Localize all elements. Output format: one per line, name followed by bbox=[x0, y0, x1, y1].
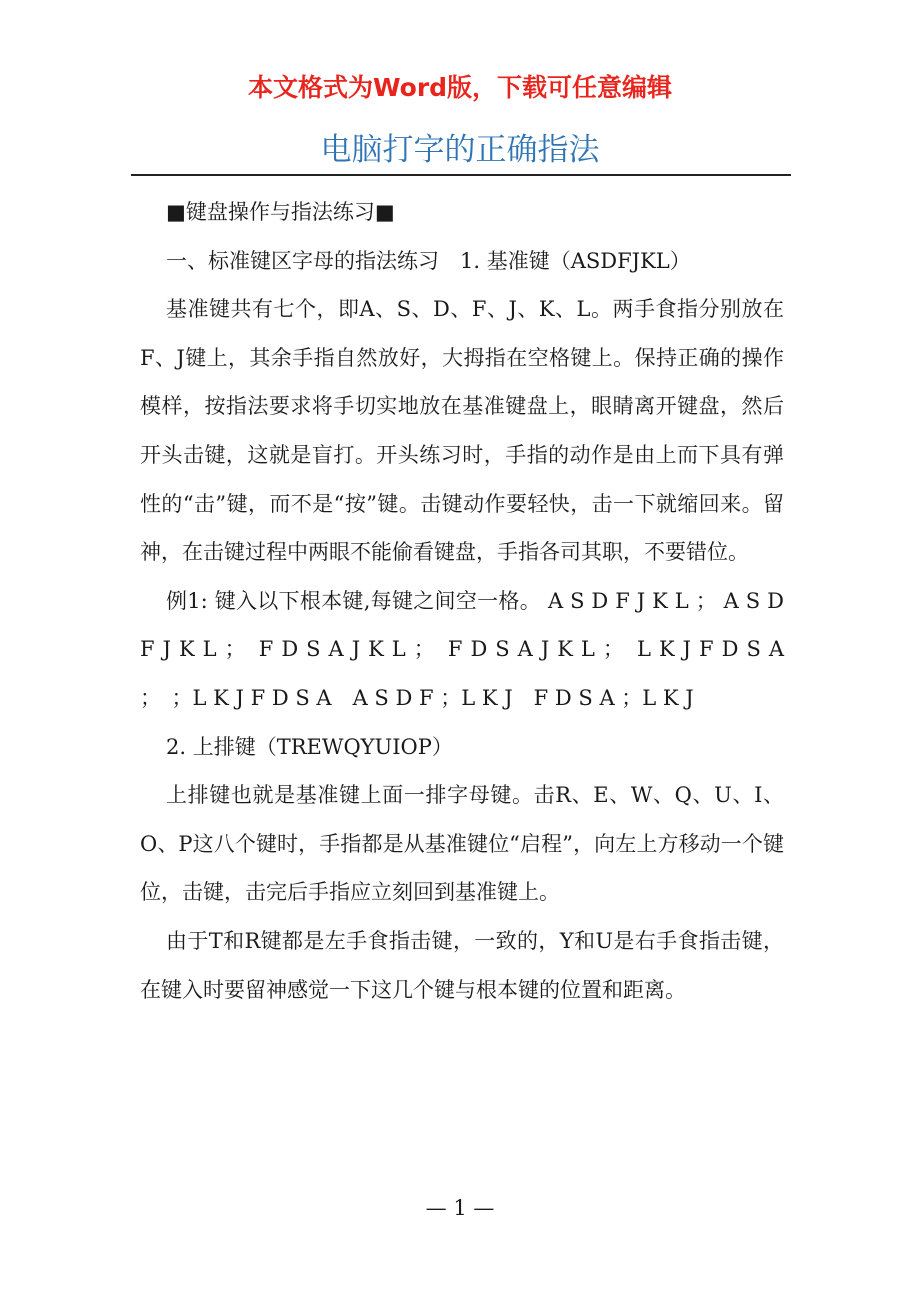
document-body bbox=[140, 188, 784, 1014]
page-number: — 1 — bbox=[425, 1196, 495, 1220]
lesson-1-paragraph: 基准键共有七个，即A、S、D、F、J、K、L。两手食指分别放在F、J键上，其余手指自然放好，大拇指在空格键上。保持正确的操作模样，按指法要求将手切实地放在基准键盘上，眼睛离开键盘，然后开头击键，这就是盲打。开头练习时，手指的动作是由上而下具有弹性的“击”键，而不是“按”键。击键动作要轻快，击一下就缩回来。留神，在击键过程中两眼不能偷看键盘，手指各司其职，不要错位。 bbox=[140, 297, 784, 565]
format-banner: 本文格式为Word版，下载可任意编辑 bbox=[247, 73, 673, 102]
lesson-1-heading: 一、标准键区字母的指法练习 1. 基准键（ASDFJKL） bbox=[166, 248, 691, 273]
example-1: 例1: 键入以下根本键,每键之间空一格。 A S D F J K L ； A S D F J K L ； F D S A J K L ； F D S A J K L ； L K J F D S A ； ；L K J F D S A A S D F ；L K J F D S A ；L K J bbox=[140, 588, 784, 710]
document-title: 电脑打字的正确指法 bbox=[320, 132, 600, 168]
title-divider bbox=[131, 174, 791, 176]
section-heading: ■键盘操作与指法练习■ bbox=[166, 200, 395, 224]
lesson-2-paragraph-1: 上排键也就是基准键上面一排字母键。击R、E、W、Q、U、I、O、P这八个键时，手指都是从基准键位“启程”，向左上方移动一个键位，击键，击完后手指应立刻回到基准键上。 bbox=[140, 783, 784, 905]
lesson-2-heading: 2. 上排键（TREWQYUIOP） bbox=[166, 734, 453, 759]
lesson-2-paragraph-2: 由于T和R键都是左手食指击键，一致的，Y和U是右手食指击键，在键入时要留神感觉一下这几个键与根本键的位置和距离。 bbox=[140, 928, 784, 1002]
